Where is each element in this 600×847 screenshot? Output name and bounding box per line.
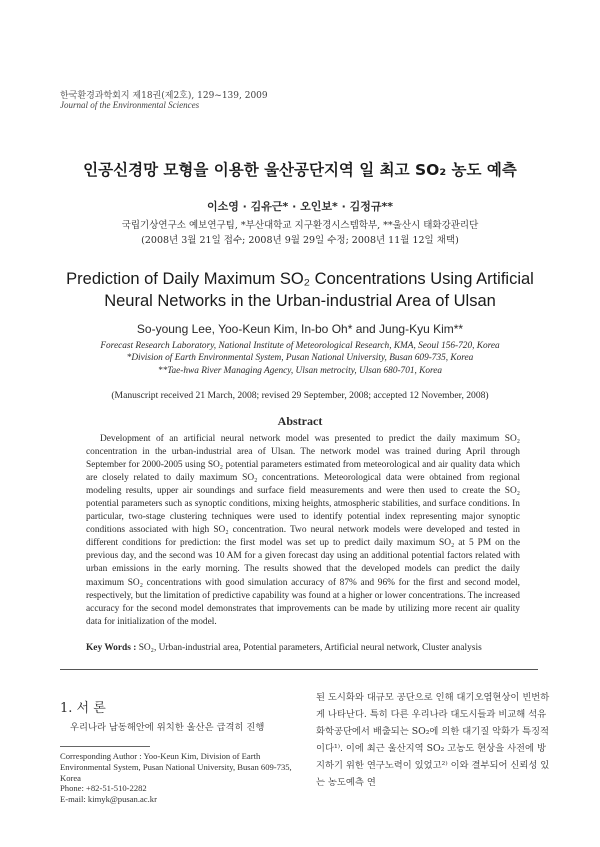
affiliation-line: Forecast Research Laboratory, National Institute of Meteorological Research, KMA, Seoul 156-720, Korea: [100, 341, 500, 351]
section-divider: [60, 669, 538, 670]
abstract-text: Development of an artificial neural network model was presented to predict the daily maximum SO₂ concentration in the urban-industrial area of Ulsan. The network model was trained during April through September for 2000-2005 using SO₂ potential parameters estimated from meteorological and air quality data which are closely related to daily maximum SO₂ concentrations. Meteorological data were obtained from regional modeling results, upper air soundings and surface field measurements and were then used to create the SO₂ potential parameters such as synoptic conditions, mixing heights, atmospheric stabilities, and surface conditions. In particular, two-stage clustering techniques were used to identify potential index representing major synoptic conditions associated with high SO₂ concentration. Two neural network models were developed and tested in different conditions for prediction: the first model was set up to predict daily maximum SO₂ at 5 PM on the previous day, and the second was 10 AM for a given forecast day using an additional potential factors related with urban emissions in the early morning. The results showed that the developed models can predict the daily maximum SO₂ concentrations with good simulation accuracy of 87% and 96% for the first and second model, respectively, but the limitation of predictive capability was found at a higher or lower concentrations. The increased accuracy for the second model demonstrates that improvements can be made by utilizing more recent air quality data for initialization of the model.: [86, 434, 520, 627]
authors-korean: 이소영 · 김유근* · 오인보* · 김정규**: [206, 200, 394, 213]
abstract-heading: Abstract: [277, 414, 323, 428]
intro-left-column: 우리나라 남동해안에 위치한 울산은 급격히 진행: [70, 722, 265, 733]
journal-header-korean: 한국환경과학회지 제18권(제2호), 129~139, 2009: [60, 91, 268, 101]
intro-right-column: 된 도시화와 대규모 공단으로 인해 대기오염현상이 빈번하게 나타난다. 특히 다른 우리나라 대도시들과 비교해 석유화학공단에서 배출되는 SO₂에 의한 대기질 악화가 특징적이다¹⁾. 이에 최근 울산지역 SO₂ 고농도 현상을 사전에 방지하기 위한 연구노력이 있었고²⁾ 이와 결부되어 신뢰성 있는 농도예측 연: [316, 692, 550, 788]
title-line-1: Prediction of Daily Maximum SO₂ Concentrations Using Artificial: [66, 270, 534, 288]
section-title: 1. 서 론: [60, 701, 106, 716]
affiliations-korean: 국립기상연구소 예보연구팀, *부산대학교 지구환경시스템학부, **울산시 태화강관리단: [121, 220, 479, 231]
keywords: [86, 643, 546, 653]
footnote-divider: [60, 746, 150, 747]
dates-english: (Manuscript received 21 March, 2008; revised 29 September, 2008; accepted 12 November, 2008): [111, 390, 489, 401]
paper-title-english: [0, 268, 600, 312]
paper-title-korean: 인공신경망 모형을 이용한 울산공단지역 일 최고 SO₂ 농도 예측: [83, 161, 517, 179]
dates-korean: (2008년 3월 21일 접수; 2008년 9월 29일 수정; 2008년 11월 12일 채택): [141, 235, 459, 246]
journal-header-english: Journal of the Environmental Sciences: [60, 100, 200, 110]
authors-english: So-young Lee, Yoo-Keun Kim, In-bo Oh* and Jung-Kyu Kim**: [136, 322, 464, 336]
title-line-2: Neural Networks in the Urban-industrial Area of Ulsan: [104, 292, 496, 310]
keywords-label: Key Words :: [86, 643, 139, 653]
footnote-email: E-mail: kimyk@pusan.ac.kr: [60, 794, 157, 805]
footnote-author: Corresponding Author : Yoo-Keun Kim, Division of Earth Environmental System, Pusan National University, Busan 609-735, Korea: [60, 751, 292, 783]
affiliations-english: [0, 340, 600, 377]
affiliation-line: *Division of Earth Environmental System, Pusan National University, Busan 609-735, Korea: [126, 353, 474, 364]
footnote-phone: Phone: +82-51-510-2282: [60, 783, 147, 794]
affiliation-line: **Tae-hwa River Managing Agency, Ulsan metrocity, Ulsan 680-701, Korea: [157, 365, 443, 376]
footnote: [60, 751, 292, 805]
keywords-text: SO₂, Urban-industrial area, Potential parameters, Artificial neural network, Cluster analysis: [138, 643, 482, 653]
